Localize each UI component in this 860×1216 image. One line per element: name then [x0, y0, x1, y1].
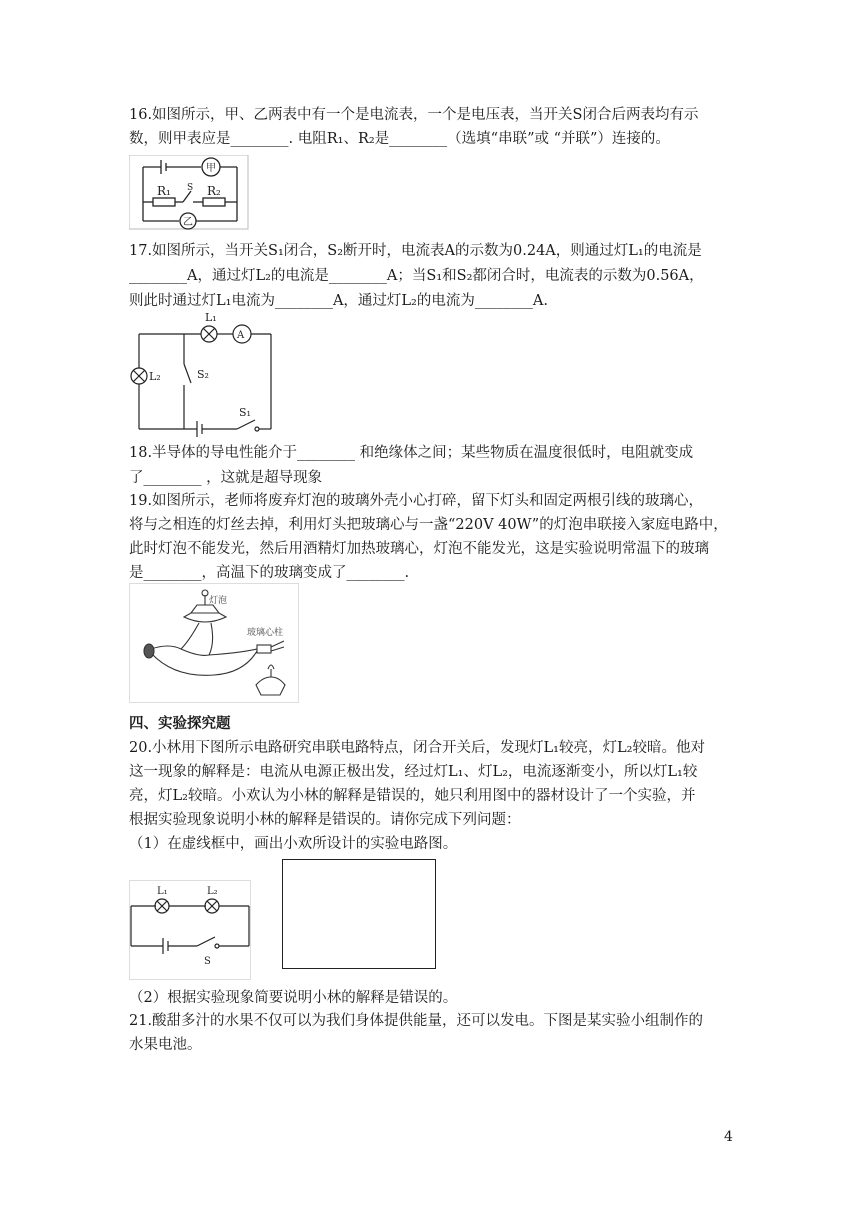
- q19-line-1: 19.如图所示，老师将废弃灯泡的玻璃外壳小心打碎，留下灯头和固定两根引线的玻璃心，: [129, 493, 704, 509]
- switch-label: S: [187, 183, 194, 193]
- glass-core-label: 玻璃心柱: [247, 628, 284, 638]
- page-number: 4: [724, 1129, 733, 1145]
- q17-line-3: 则此时通过灯L₁电流为________A，通过灯L₂的电流为________A.: [129, 293, 548, 309]
- q18-line-1: 18.半导体的导电性能介于________ 和绝缘体之间；某些物质在温度很低时，电阻就变成: [129, 445, 694, 461]
- r1-label: R₁: [157, 184, 171, 198]
- bulb-label: 灯泡: [209, 596, 228, 606]
- q20-line-4: 根据实验现象说明小林的解释是错误的。请你完成下列问题：: [129, 812, 521, 828]
- ammeter-label: A: [237, 330, 245, 341]
- s2-label: S₂: [197, 368, 209, 381]
- q16-line-1: 16.如图所示，甲、乙两表中有一个是电流表，一个是电压表，当开关S闭合后两表均有示: [129, 107, 699, 123]
- q19-line-4: 是________，高温下的玻璃变成了________.: [129, 565, 410, 581]
- l1-label: L₁: [205, 311, 217, 324]
- yi-meter-label: 乙: [183, 217, 193, 228]
- l2-label: L₂: [207, 886, 218, 897]
- q20-line-5: （1）在虚线框中，画出小欢所设计的实验电路图。: [129, 836, 458, 852]
- q16-circuit-figure: [129, 155, 249, 230]
- q17-circuit-figure: [129, 308, 275, 438]
- q18-line-2: 了________ ，这就是超导现象: [129, 470, 323, 486]
- q19-line-2: 将与之相连的灯丝去掉，利用灯头把玻璃心与一盏“220V 40W”的灯泡串联接入家庭电路中，: [129, 517, 728, 533]
- switch-label: S: [204, 956, 211, 967]
- l1-label: L₁: [157, 886, 168, 897]
- q20-line-2: 这一现象的解释是：电流从电源正极出发，经过灯L₁、灯L₂，电流逐渐变小，所以灯L₁较: [129, 764, 698, 780]
- q20-line-1: 20.小林用下图所示电路研究串联电路特点，闭合开关后，发现灯L₁较亮，灯L₂较暗。他对: [129, 740, 705, 756]
- answer-drawing-box[interactable]: [282, 859, 436, 969]
- q16-line-2: 数，则甲表应是________. 电阻R₁、R₂是________（选填“串联”或 “并联”）连接的。: [129, 131, 670, 147]
- q20-line-3: 亮，灯L₂较暗。小欢认为小林的解释是错误的，她只利用图中的器材设计了一个实验，并: [129, 788, 696, 804]
- r2-label: R₂: [207, 184, 221, 198]
- q21-line-1: 21.酸甜多汁的水果不仅可以为我们身体提供能量，还可以发电。下图是某实验小组制作的: [129, 1013, 704, 1029]
- s1-label: S₁: [239, 406, 251, 419]
- q17-line-2: ________A，通过灯L₂的电流是________A；当S₁和S₂都闭合时，电流表的示数为0.56A，: [129, 268, 704, 284]
- q19-line-3: 此时灯泡不能发光，然后用酒精灯加热玻璃心，灯泡不能发光，这是实验说明常温下的玻璃: [129, 541, 709, 557]
- q21-line-2: 水果电池。: [129, 1037, 202, 1053]
- q20-circuit-figure: [129, 880, 251, 980]
- q17-line-1: 17.如图所示，当开关S₁闭合，S₂断开时，电流表A的示数为0.24A，则通过灯L₁的电流是: [129, 243, 702, 259]
- q20-line-6: （2）根据实验现象简要说明小林的解释是错误的。: [129, 990, 458, 1006]
- l2-label: L₂: [149, 370, 161, 383]
- q19-apparatus-figure: [129, 583, 299, 703]
- section-heading: 四、实验探究题: [129, 716, 231, 732]
- jia-meter-label: 甲: [206, 163, 216, 174]
